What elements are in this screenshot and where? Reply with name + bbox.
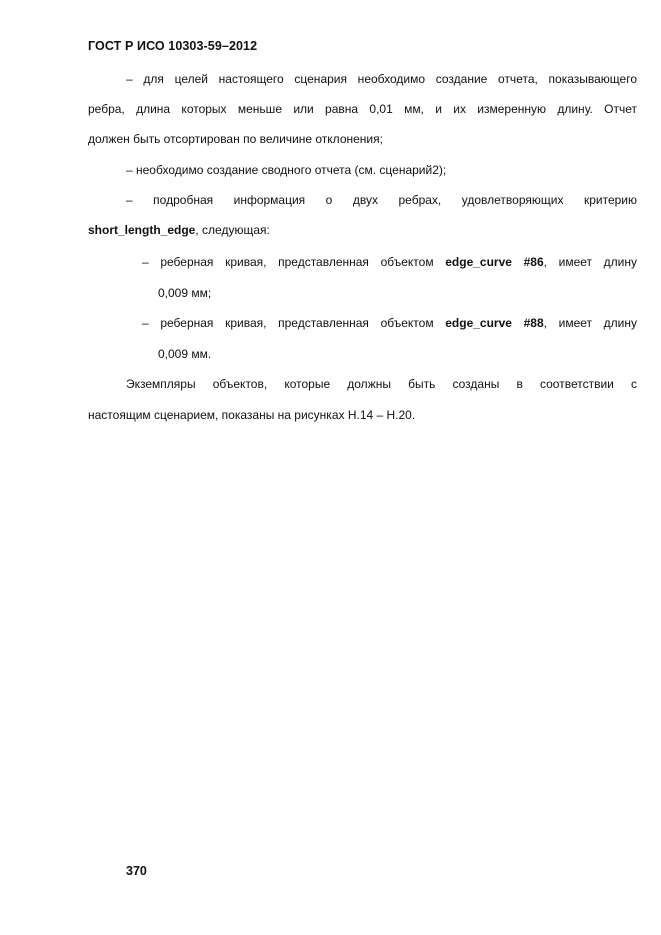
document-code-header: ГОСТ Р ИСО 10303-59–2012 bbox=[88, 39, 258, 53]
paragraph-text: , следующая: bbox=[195, 223, 270, 237]
list-item-continuation: 0,009 мм. bbox=[158, 347, 212, 361]
paragraph-line: должен быть отсортирован по величине отклонения; bbox=[88, 132, 383, 146]
page-number: 370 bbox=[126, 864, 147, 878]
list-item bbox=[142, 255, 637, 269]
list-item bbox=[142, 316, 637, 330]
entity-reference: edge_curve #86 bbox=[445, 255, 544, 269]
list-item-continuation: 0,009 мм; bbox=[158, 286, 212, 300]
list-item-text: , имеет длину bbox=[543, 255, 637, 269]
list-item-text: – реберная кривая, представленная объектом bbox=[142, 316, 446, 330]
list-item-text: , имеет длину bbox=[543, 316, 637, 330]
entity-reference: edge_curve #88 bbox=[445, 316, 544, 330]
paragraph-line: – для целей настоящего сценария необходимо создание отчета, показывающего bbox=[126, 72, 637, 86]
paragraph-line: Экземпляры объектов, которые должны быть созданы в соответствии с bbox=[126, 377, 637, 391]
criterion-name: short_length_edge bbox=[88, 223, 196, 237]
paragraph-line: – подробная информация о двух ребрах, удовлетворяющих критерию bbox=[126, 193, 637, 207]
list-item-text: – реберная кривая, представленная объектом bbox=[142, 255, 446, 269]
paragraph-line bbox=[88, 223, 270, 237]
paragraph-line: настоящим сценарием, показаны на рисунках Н.14 – Н.20. bbox=[88, 408, 416, 422]
paragraph-line: – необходимо создание сводного отчета (см. сценарий2); bbox=[126, 163, 447, 177]
paragraph-line: ребра, длина которых меньше или равна 0,01 мм, и их измеренную длину. Отчет bbox=[88, 102, 637, 116]
